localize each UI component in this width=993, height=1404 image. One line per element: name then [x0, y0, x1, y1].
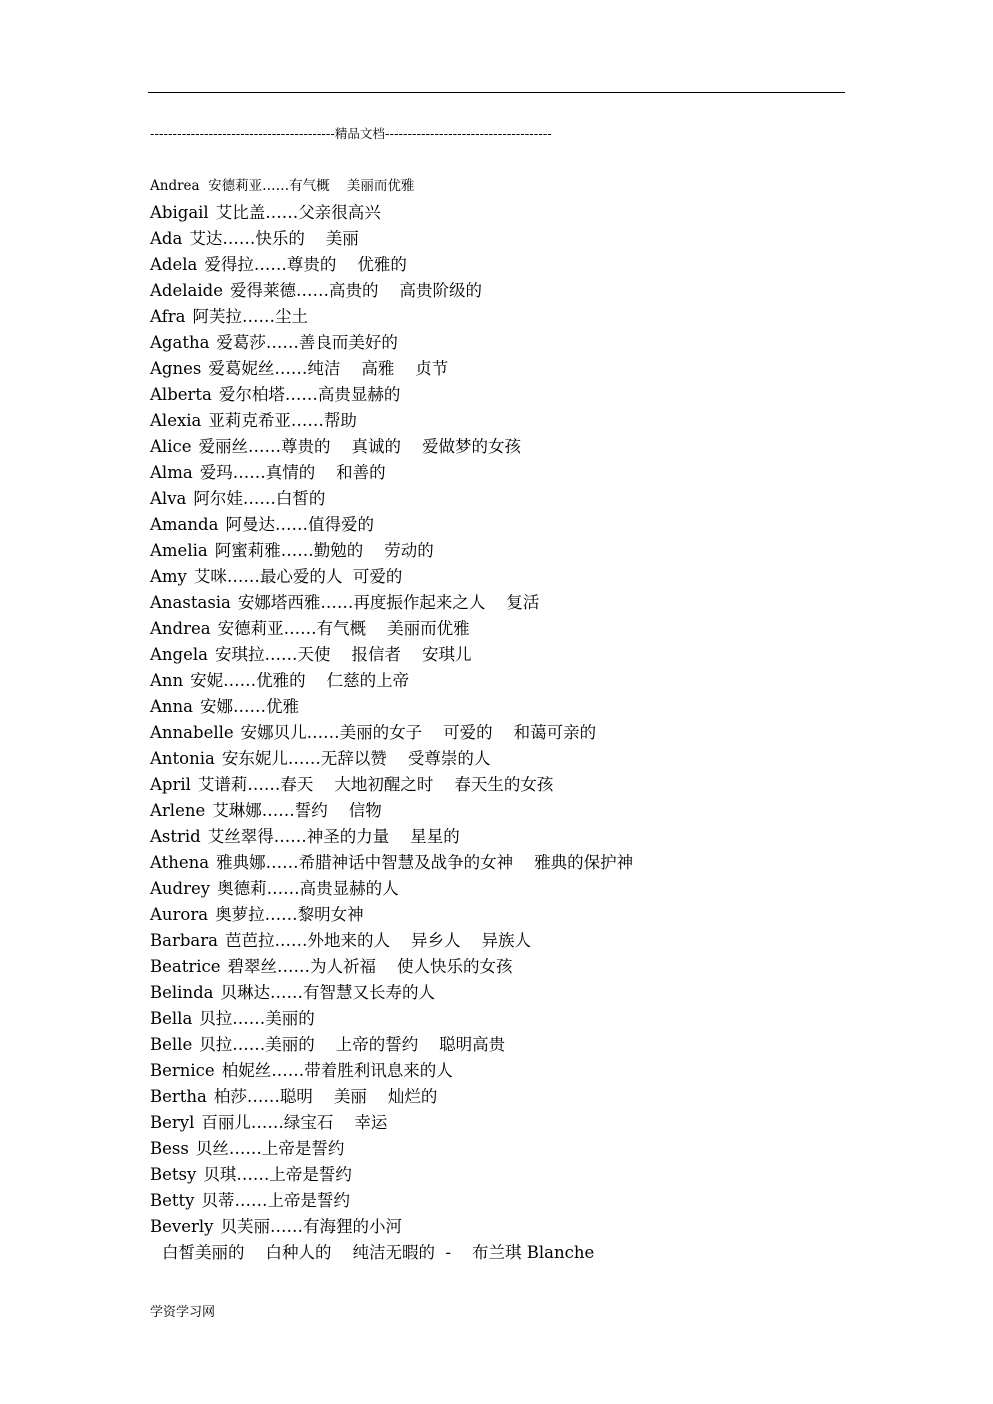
- chinese-meaning: 贝拉……美丽的: [199, 1009, 315, 1028]
- last-line: 白皙美丽的 白种人的 纯洁无暇的 - 布兰琪 Blanche: [162, 1243, 595, 1262]
- chinese-meaning: 艾咪……最心爱的人 可爱的: [193, 567, 403, 586]
- list-item: [150, 330, 830, 356]
- english-name: Amanda: [150, 515, 219, 534]
- chinese-meaning: 爱得拉……尊贵的 优雅的: [204, 255, 407, 274]
- chinese-meaning: 贝丝……上帝是誓约: [195, 1139, 345, 1158]
- list-item: [150, 720, 830, 746]
- chinese-meaning: 雅典娜……希腊神话中智慧及战争的女神 雅典的保护神: [216, 853, 634, 872]
- chinese-meaning: 爱玛……真情的 和善的: [199, 463, 386, 482]
- list-item: [150, 1162, 830, 1188]
- chinese-meaning: 爱得莱德……高贵的 高贵阶级的: [229, 281, 482, 300]
- chinese-meaning: 贝芙丽……有海狸的小河: [220, 1217, 402, 1236]
- list-item: [150, 980, 830, 1006]
- list-item: [150, 928, 830, 954]
- list-item: [150, 564, 830, 590]
- list-item: [150, 668, 830, 694]
- chinese-meaning: 艾谱莉……春天 大地初醒之时 春天生的女孩: [197, 775, 554, 794]
- list-item: [150, 512, 830, 538]
- chinese-meaning: 艾丝翠得……神圣的力量 星星的: [207, 827, 460, 846]
- list-item: [150, 1110, 830, 1136]
- chinese-meaning: 安德莉亚……有气概 美丽而优雅: [217, 619, 470, 638]
- chinese-meaning: 安娜贝儿……美丽的女子 可爱的 和蔼可亲的: [240, 723, 597, 742]
- english-name: Amelia: [150, 541, 208, 560]
- english-name: Beatrice: [150, 957, 221, 976]
- chinese-meaning: 艾琳娜……誓约 信物: [212, 801, 382, 820]
- list-item: [150, 1006, 830, 1032]
- list-item: [150, 694, 830, 720]
- english-name: Bess: [150, 1139, 189, 1158]
- chinese-meaning: 贝拉……美丽的 上帝的誓约 聪明高贵: [199, 1035, 506, 1054]
- list-item: [150, 1058, 830, 1084]
- list-item: [150, 252, 830, 278]
- list-item: [150, 200, 830, 226]
- list-item: [150, 954, 830, 980]
- chinese-meaning: 碧翠丝……为人祈福 使人快乐的女孩: [227, 957, 513, 976]
- chinese-meaning: 安娜塔西雅……再度振作起来之人 复活: [237, 593, 540, 612]
- english-name: Barbara: [150, 931, 218, 950]
- english-name: Alberta: [150, 385, 212, 404]
- list-item: [150, 382, 830, 408]
- english-name: Angela: [150, 645, 208, 664]
- list-item: [150, 902, 830, 928]
- list-item: [150, 798, 830, 824]
- english-name: Antonia: [150, 749, 215, 768]
- english-name: Amy: [150, 567, 187, 586]
- english-name: Agatha: [150, 333, 210, 352]
- list-item: [150, 1188, 830, 1214]
- list-item: [150, 538, 830, 564]
- english-name: Astrid: [150, 827, 201, 846]
- english-name: Arlene: [150, 801, 206, 820]
- list-item: [150, 746, 830, 772]
- chinese-meaning: 爱葛妮丝……纯洁 高雅 贞节: [208, 359, 449, 378]
- english-name: Adela: [150, 255, 198, 274]
- list-item: [150, 1032, 830, 1058]
- english-name: Anna: [150, 697, 194, 716]
- chinese-meaning: 爱尔柏塔……高贵显赫的: [218, 385, 401, 404]
- list-item: [150, 616, 830, 642]
- list-item: [150, 486, 830, 512]
- chinese-meaning: 奥德莉……高贵显赫的人: [217, 879, 399, 898]
- english-name: Alma: [150, 463, 193, 482]
- list-item: [150, 876, 830, 902]
- english-name: Alexia: [150, 411, 202, 430]
- chinese-meaning: 贝琪……上帝是誓约: [203, 1165, 352, 1184]
- chinese-meaning: 奥萝拉……黎明女神: [215, 905, 364, 924]
- chinese-meaning: 阿曼达……值得爱的: [225, 515, 374, 534]
- chinese-meaning: 亚莉克希亚……帮助: [208, 411, 357, 430]
- english-name: Agnes: [150, 359, 202, 378]
- english-name: Annabelle: [150, 723, 234, 742]
- chinese-meaning: 阿芙拉……尘土: [192, 307, 308, 326]
- english-name: Athena: [150, 853, 210, 872]
- list-item: [150, 434, 830, 460]
- list-item: [150, 408, 830, 434]
- chinese-meaning: 贝琳达……有智慧又长寿的人: [220, 983, 435, 1002]
- list-item: [150, 590, 830, 616]
- list-item: [150, 772, 830, 798]
- english-name: Abigail: [150, 203, 209, 222]
- chinese-meaning: 安琪拉……天使 报信者 安琪儿: [214, 645, 472, 664]
- english-name: Belinda: [150, 983, 214, 1002]
- english-name: Alice: [150, 437, 192, 456]
- english-name: Afra: [150, 307, 186, 326]
- english-name: Andrea: [150, 619, 211, 638]
- chinese-meaning: 爱葛莎……善良而美好的: [216, 333, 398, 352]
- chinese-meaning: 爱丽丝……尊贵的 真诚的 爱做梦的女孩: [198, 437, 521, 456]
- list-item: [150, 226, 830, 252]
- english-name: Beverly: [150, 1217, 214, 1236]
- english-name: Alva: [150, 489, 187, 508]
- list-item: [150, 850, 830, 876]
- document-header: -----------------------------------------精品文档-------------------------------------: [150, 126, 552, 141]
- english-name: Ada: [150, 229, 183, 248]
- chinese-meaning: 艾达……快乐的 美丽: [189, 229, 359, 248]
- chinese-meaning: 阿蜜莉雅……勤勉的 劳动的: [214, 541, 434, 560]
- english-name: Anastasia: [150, 593, 231, 612]
- list-item: [150, 642, 830, 668]
- chinese-meaning: 安东妮儿……无辞以赞 受尊崇的人: [221, 749, 491, 768]
- english-name: Adelaide: [150, 281, 223, 300]
- chinese-meaning: 百丽儿……绿宝石 幸运: [201, 1113, 388, 1132]
- english-name: Ann: [150, 671, 184, 690]
- english-name: Belle: [150, 1035, 193, 1054]
- list-item: [150, 304, 830, 330]
- english-name: Bella: [150, 1009, 193, 1028]
- english-name: Betty: [150, 1191, 195, 1210]
- chinese-meaning: 安娜……优雅: [200, 697, 300, 716]
- chinese-meaning: 阿尔娃……白皙的: [193, 489, 326, 508]
- english-name: April: [150, 775, 191, 794]
- list-item: [150, 824, 830, 850]
- chinese-meaning: 柏妮丝……带着胜利讯息来的人: [221, 1061, 453, 1080]
- english-name: Bertha: [150, 1087, 207, 1106]
- list-item: [150, 1084, 830, 1110]
- english-name: Beryl: [150, 1113, 195, 1132]
- chinese-meaning: 安妮……优雅的 仁慈的上帝: [190, 671, 410, 690]
- english-name: Audrey: [150, 879, 211, 898]
- name-list: [150, 200, 830, 1240]
- header-rule: [148, 92, 845, 93]
- intro-line: Andrea 安德莉亚……有气概 美丽而优雅: [150, 178, 415, 194]
- page-footer: 学资学习网: [150, 1305, 216, 1320]
- list-item: [150, 1136, 830, 1162]
- list-item: [150, 356, 830, 382]
- english-name: Betsy: [150, 1165, 197, 1184]
- chinese-meaning: 贝蒂……上帝是誓约: [201, 1191, 350, 1210]
- chinese-meaning: 艾比盖……父亲很高兴: [215, 203, 381, 222]
- english-name: Aurora: [150, 905, 209, 924]
- english-name: Bernice: [150, 1061, 215, 1080]
- chinese-meaning: 芭芭拉……外地来的人 异乡人 异族人: [224, 931, 531, 950]
- list-item: [150, 1214, 830, 1240]
- list-item: [150, 278, 830, 304]
- chinese-meaning: 柏莎……聪明 美丽 灿烂的: [213, 1087, 438, 1106]
- list-item: [150, 460, 830, 486]
